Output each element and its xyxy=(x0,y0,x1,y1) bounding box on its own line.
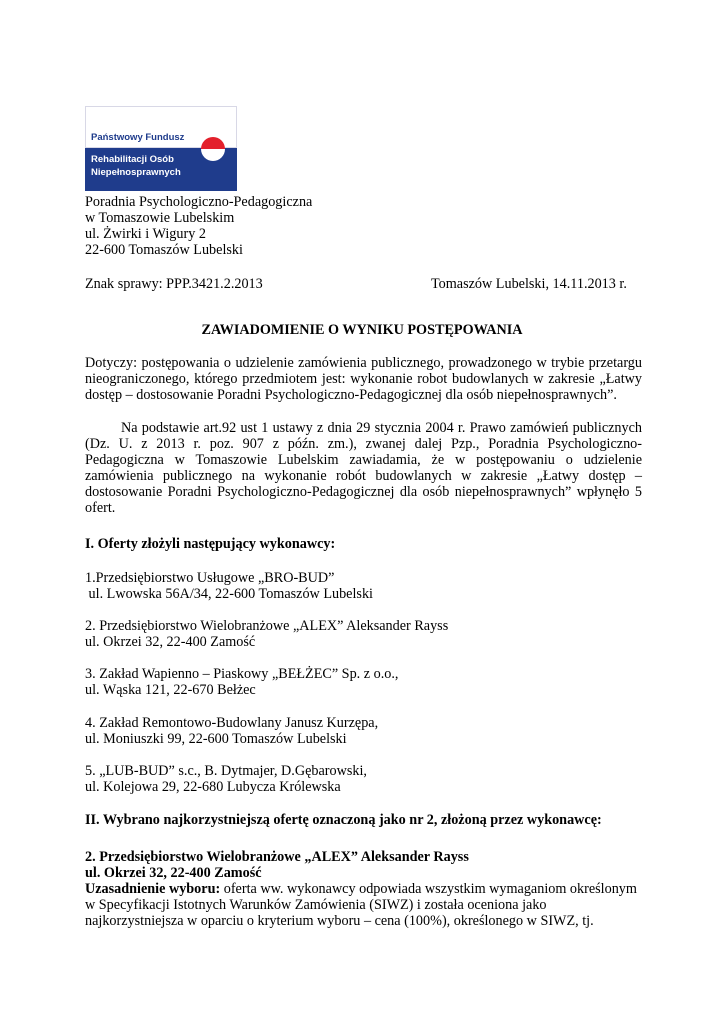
offer-name: 4. Zakład Remontowo-Budowlany Janusz Kurzępa, xyxy=(85,715,379,731)
section-2-heading: II. Wybrano najkorzystniejszą ofertę oznaczoną jako nr 2, złożoną przez wykonawcę: xyxy=(85,812,602,828)
subject-line: Dotyczy: postępowania o udzielenie zamówienia publicznego, prowadzonego w trybie przetargu xyxy=(85,355,642,371)
logo-circle-icon xyxy=(200,136,226,162)
subject-line: dostęp – dostosowanie Poradni Psychologiczno-Pedagogicznej dla osób niepełnosprawnych”. xyxy=(85,387,617,403)
institution-postal: 22-600 Tomaszów Lubelski xyxy=(85,242,243,258)
notice-line: dostosowanie Poradni Psychologiczno-Pedagogicznej dla osób niepełnosprawnych” wpłynęło 5 xyxy=(85,484,642,500)
justification-label: Uzasadnienie wyboru: xyxy=(85,881,221,897)
justification-line: w Specyfikacji Istotnych Warunków Zamówienia (SIWZ) i została oceniona jako xyxy=(85,897,547,913)
offer-address: ul. Okrzei 32, 22-400 Zamość xyxy=(85,634,256,650)
notice-line: Na podstawie art.92 ust 1 ustawy z dnia 29 stycznia 2004 r. Prawo zamówień publicznych xyxy=(121,420,642,436)
winner-name: 2. Przedsiębiorstwo Wielobranżowe „ALEX” Aleksander Rayss xyxy=(85,849,469,865)
winner-address: ul. Okrzei 32, 22-400 Zamość xyxy=(85,865,262,881)
justification-text: oferta ww. wykonawcy odpowiada wszystkim wymaganiom określonym xyxy=(220,881,637,897)
institution-city: w Tomaszowie Lubelskim xyxy=(85,210,235,226)
offer-name: 2. Przedsiębiorstwo Wielobranżowe „ALEX” Aleksander Rayss xyxy=(85,618,449,634)
document-title: ZAWIADOMIENIE O WYNIKU POSTĘPOWANIA xyxy=(201,322,523,338)
logo-text-line-3: Niepełnosprawnych xyxy=(91,167,181,178)
logo-text-line-2: Rehabilitacji Osób xyxy=(91,154,174,165)
logo-text-line-1: Państwowy Fundusz xyxy=(91,132,185,143)
offer-name: 5. „LUB-BUD” s.c., B. Dytmajer, D.Gębarowski, xyxy=(85,763,367,779)
offer-address: ul. Moniuszki 99, 22-600 Tomaszów Lubelski xyxy=(85,731,347,747)
justification-line xyxy=(85,881,637,897)
notice-line: ofert. xyxy=(85,500,116,516)
place-date: Tomaszów Lubelski, 14.11.2013 r. xyxy=(431,276,627,292)
offer-address: ul. Lwowska 56A/34, 22-600 Tomaszów Lubelski xyxy=(85,586,373,602)
case-number: Znak sprawy: PPP.3421.2.2013 xyxy=(85,276,263,292)
pfron-logo xyxy=(85,106,237,191)
subject-line: nieograniczonego, którego przedmiotem jest: wykonanie robot budowlanych w zakresie „Łatwy xyxy=(85,371,642,387)
notice-line: (Dz. U. z 2013 r. poz. 907 z późn. zm.), zwanej dalej Pzp., Poradnia Psychologiczno- xyxy=(85,436,642,452)
notice-line: Pedagogiczna w Tomaszowie Lubelskim zawiadamia, że w postępowaniu o udzielenie xyxy=(85,452,642,468)
offer-name: 3. Zakład Wapienno – Piaskowy „BEŁŻEC” Sp. z o.o., xyxy=(85,666,399,682)
section-1-heading: I. Oferty złożyli następujący wykonawcy: xyxy=(85,536,336,552)
offer-address: ul. Kolejowa 29, 22-680 Lubycza Królewska xyxy=(85,779,341,795)
notice-line: zamówienia publicznego na wykonanie robót budowlanych w zakresie „Łatwy dostęp – xyxy=(85,468,642,484)
justification-line: najkorzystniejsza w oparciu o kryterium wyboru – cena (100%), określonego w SIWZ, tj. xyxy=(85,913,594,929)
institution-street: ul. Żwirki i Wigury 2 xyxy=(85,226,206,242)
offer-address: ul. Wąska 121, 22-670 Bełżec xyxy=(85,682,256,698)
offer-name: 1.Przedsiębiorstwo Usługowe „BRO-BUD” xyxy=(85,570,335,586)
institution-name: Poradnia Psychologiczno-Pedagogiczna xyxy=(85,194,313,210)
